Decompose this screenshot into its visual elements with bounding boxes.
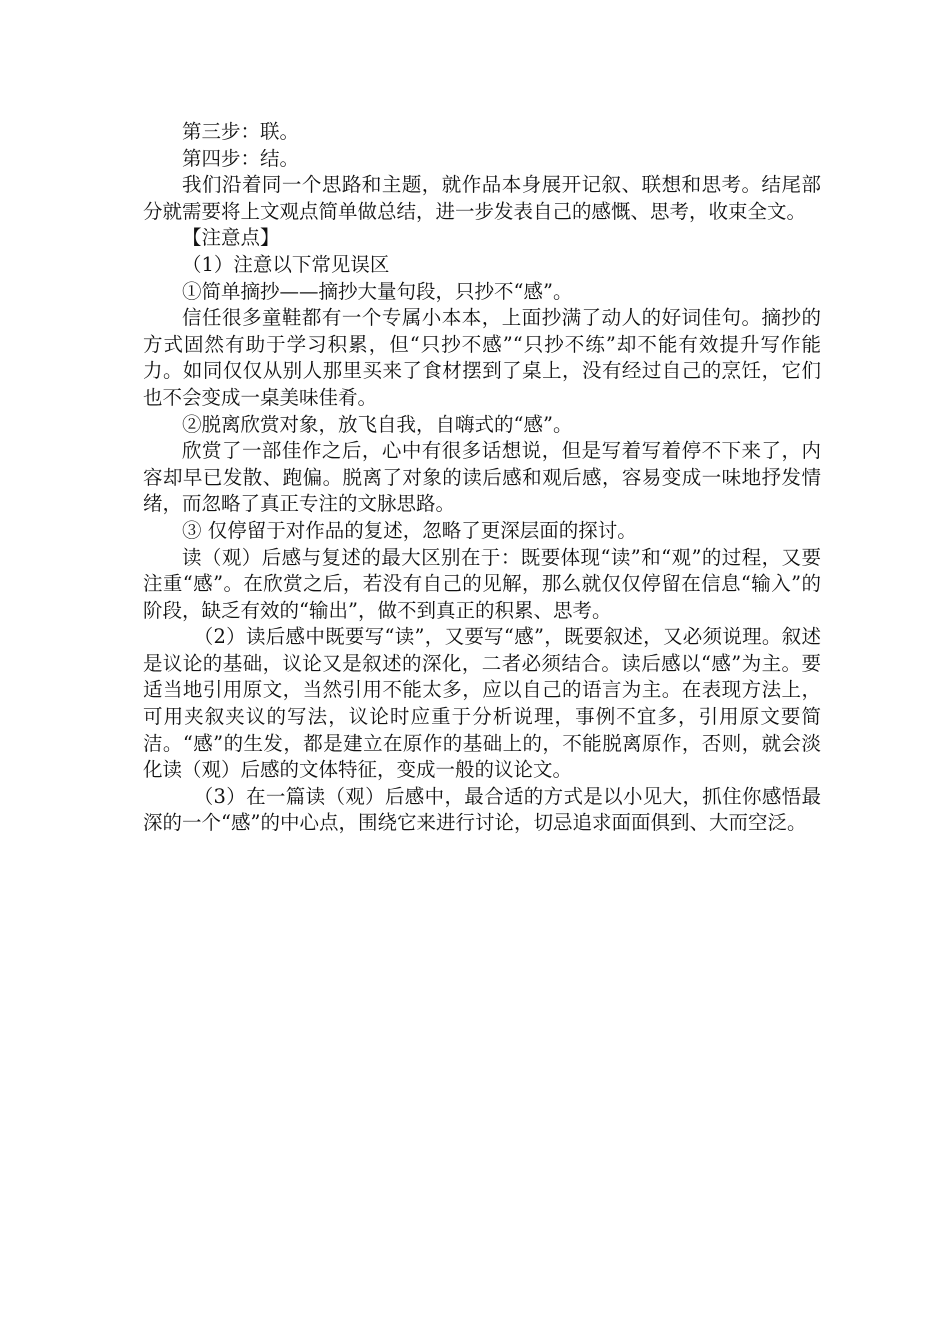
paragraph-step-four: 第四步：结。 [182, 146, 300, 170]
document-body [143, 119, 821, 837]
paragraph-mistake-two: ②脱离欣赏对象，放飞自我，自嗨式的“感”。 [182, 412, 573, 436]
paragraph-notes-heading: 【注意点】 [182, 226, 280, 250]
paragraph-mistake-three-detail: 读（观）后感与复述的最大区别在于：既要体现“读”和“观”的过程，又要注重“感”。在欣赏之后，若没有自己的见解，那么就仅仅停留在信息“输入”的阶段，缺乏有效的“输出”，做不到真正的积累、思考。 [143, 545, 821, 622]
paragraph-conclusion-intro: 我们沿着同一个思路和主题，就作品本身展开记叙、联想和思考。结尾部分就需要将上文观点简单做总结，进一步发表自己的感慨、思考，收束全文。 [143, 173, 821, 223]
paragraph-mistake-two-detail: 欣赏了一部佳作之后，心中有很多话想说，但是写着写着停不下来了，内容却早已发散、跑偏。脱离了对象的读后感和观后感，容易变成一味地抒发情绪，而忽略了真正专注的文脉思路。 [143, 439, 821, 516]
paragraph-common-mistakes: （1）注意以下常见误区 [182, 252, 390, 276]
paragraph-point-three: （3）在一篇读（观）后感中，最合适的方式是以小见大，抓住你感悟最深的一个“感”的中心点，围绕它来进行讨论，切忌追求面面俱到、大而空泛。 [143, 784, 821, 835]
paragraph-mistake-one-detail: 信任很多童鞋都有一个专属小本本，上面抄满了动人的好词佳句。摘抄的方式固然有助于学习积累，但“只抄不感”“只抄不练”却不能有效提升写作能力。如同仅仅从别人那里买来了食材摆到了桌上，没有经过自己的烹饪，它们也不会变成一桌美味佳肴。 [143, 306, 821, 409]
paragraph-mistake-one: ①简单摘抄——摘抄大量句段，只抄不“感”。 [182, 279, 573, 303]
paragraph-mistake-three: ③ 仅停留于对作品的复述，忽略了更深层面的探讨。 [182, 518, 637, 542]
paragraph-step-three: 第三步：联。 [182, 120, 300, 143]
paragraph-point-two: （2）读后感中既要写“读”，又要写“感”，既要叙述，又必须说理。叙述是议论的基础，议论又是叙述的深化，二者必须结合。读后感以“感”为主。要适当地引用原文，当然引用不能太多，应以自己的语言为主。在表现方法上，可用夹叙夹议的写法，议论时应重于分析说理，事例不宜多，引用原文要简洁。“感”的生发，都是建立在原作的基础上的，不能脱离原作，否则，就会淡化读（观）后感的文体特征，变成一般的议论文。 [143, 625, 821, 782]
